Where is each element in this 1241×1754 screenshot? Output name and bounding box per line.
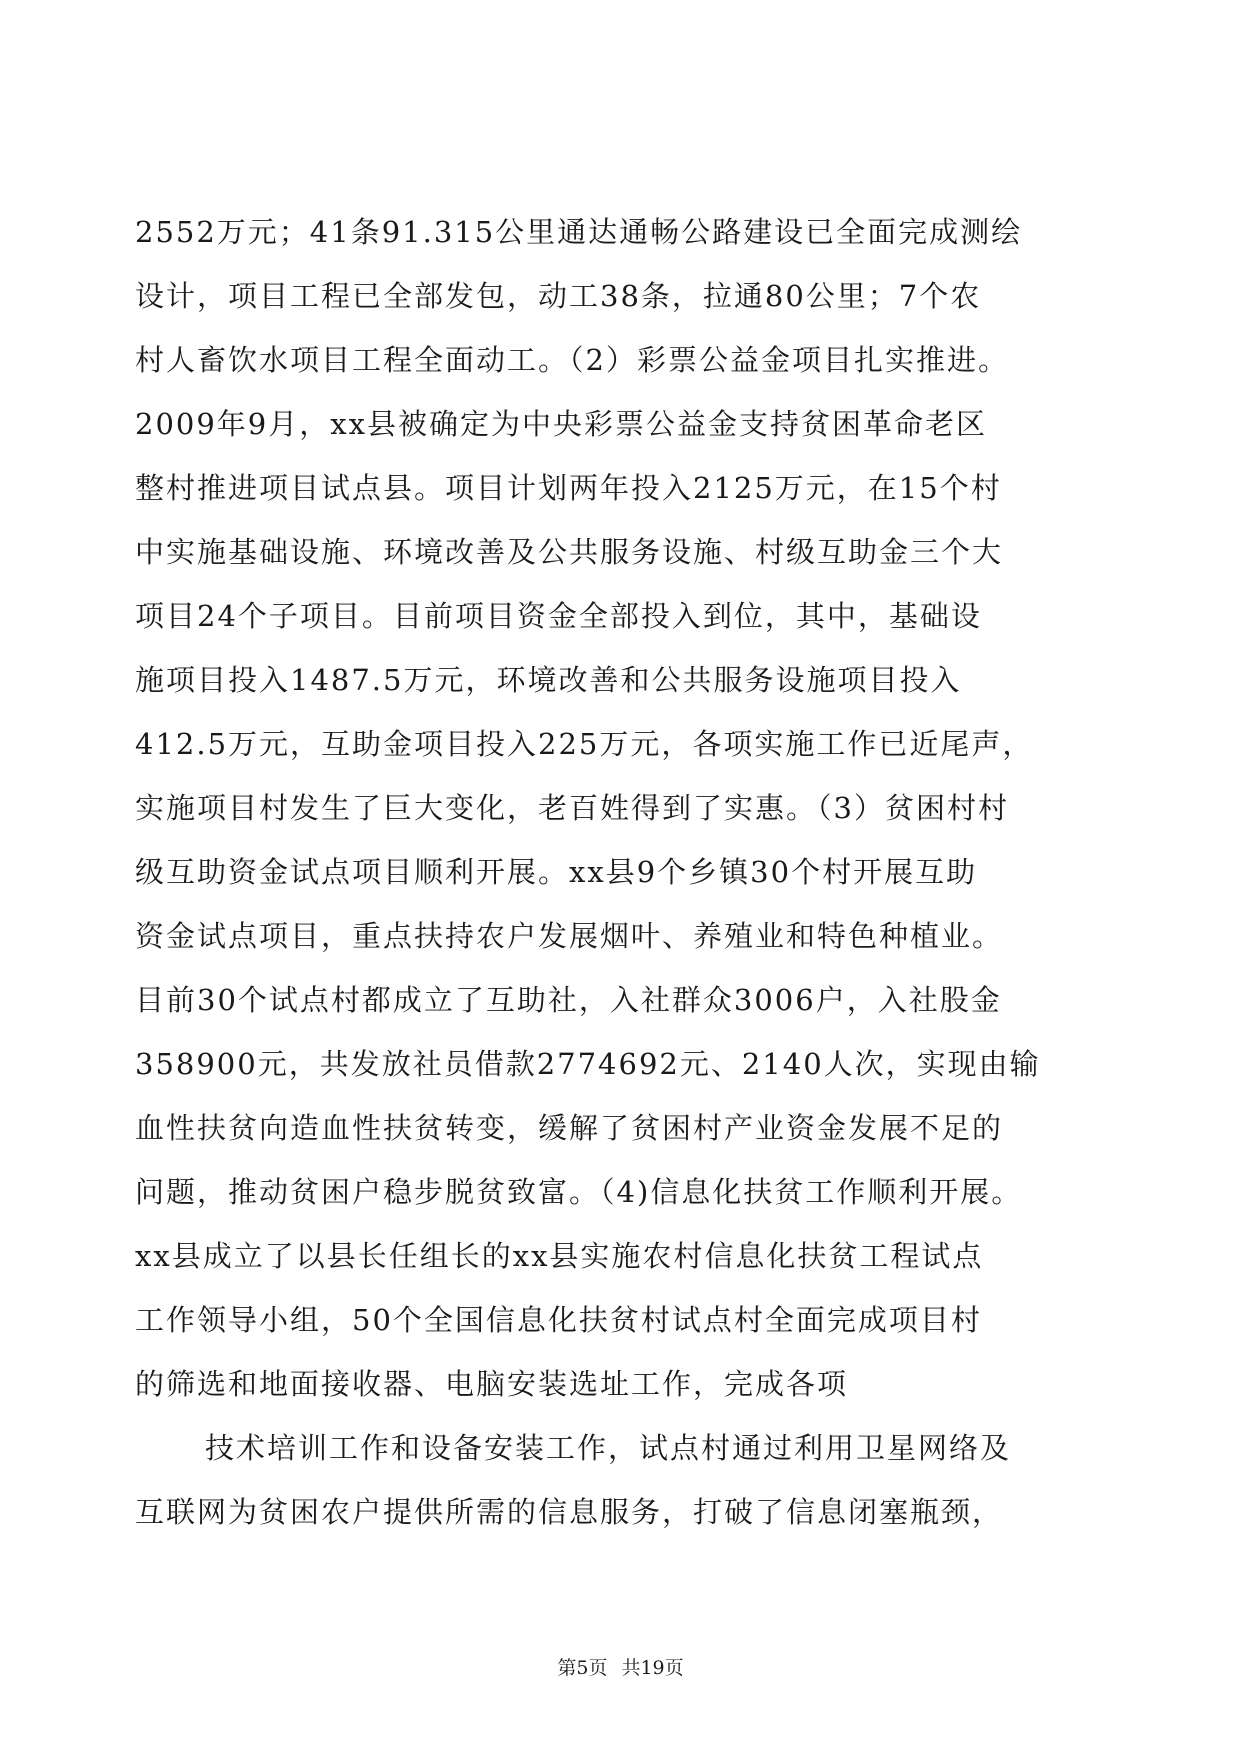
text-line: 2552万元；41条91.315公里通达通畅公路建设已全面完成测绘 xyxy=(135,215,1023,249)
page-number: 第5页 xyxy=(557,1657,608,1679)
text-line: 412.5万元，互助金项目投入225万元，各项实施工作已近尾声， xyxy=(135,727,1034,761)
text-line: 设计，项目工程已全部发包，动工38条，拉通80公里；7个农 xyxy=(135,279,982,313)
text-line: 血性扶贫向造血性扶贫转变，缓解了贫困村产业资金发展不足的 xyxy=(135,1111,1004,1145)
text-line: 目前30个试点村都成立了互助社，入社群众3006户，入社股金 xyxy=(135,983,1002,1017)
text-line: 整村推进项目试点县。项目计划两年投入2125万元，在15个村 xyxy=(135,471,1002,505)
text-line: 资金试点项目，重点扶持农户发展烟叶、养殖业和特色种植业。 xyxy=(135,919,1004,953)
text-line: 项目24个子项目。目前项目资金全部投入到位，其中，基础设 xyxy=(135,599,982,633)
text-line: 中实施基础设施、环境改善及公共服务设施、村级互助金三个大 xyxy=(135,535,1004,569)
text-line: 施项目投入1487.5万元，环境改善和公共服务设施项目投入 xyxy=(135,663,962,697)
text-line: 2009年9月，xx县被确定为中央彩票公益金支持贫困革命老区 xyxy=(135,407,987,441)
text-line: 实施项目村发生了巨大变化，老百姓得到了实惠。（3）贫困村村 xyxy=(135,791,1009,825)
text-line: 级互助资金试点项目顺利开展。xx县9个乡镇30个村开展互助 xyxy=(135,855,978,889)
page-total: 共19页 xyxy=(621,1657,684,1679)
page-footer xyxy=(0,1656,1241,1680)
text-line: 工作领导小组，50个全国信息化扶贫村试点村全面完成项目村 xyxy=(135,1303,982,1337)
text-line-indented: 技术培训工作和设备安装工作，试点村通过利用卫星网络及 xyxy=(205,1431,1012,1465)
text-line: 358900元，共发放社员借款2774692元、2140人次，实现由输 xyxy=(135,1047,1041,1081)
text-line: 村人畜饮水项目工程全面动工。（2）彩票公益金项目扎实推进。 xyxy=(135,343,1009,377)
text-line: 的筛选和地面接收器、电脑安装选址工作，完成各项 xyxy=(135,1367,849,1401)
text-line: xx县成立了以县长任组长的xx县实施农村信息化扶贫工程试点 xyxy=(135,1239,984,1273)
text-line: 问题，推动贫困户稳步脱贫致富。（4)信息化扶贫工作顺利开展。 xyxy=(135,1175,1023,1209)
text-line: 互联网为贫困农户提供所需的信息服务，打破了信息闭塞瓶颈， xyxy=(135,1495,1004,1529)
body-text xyxy=(135,200,1105,1544)
